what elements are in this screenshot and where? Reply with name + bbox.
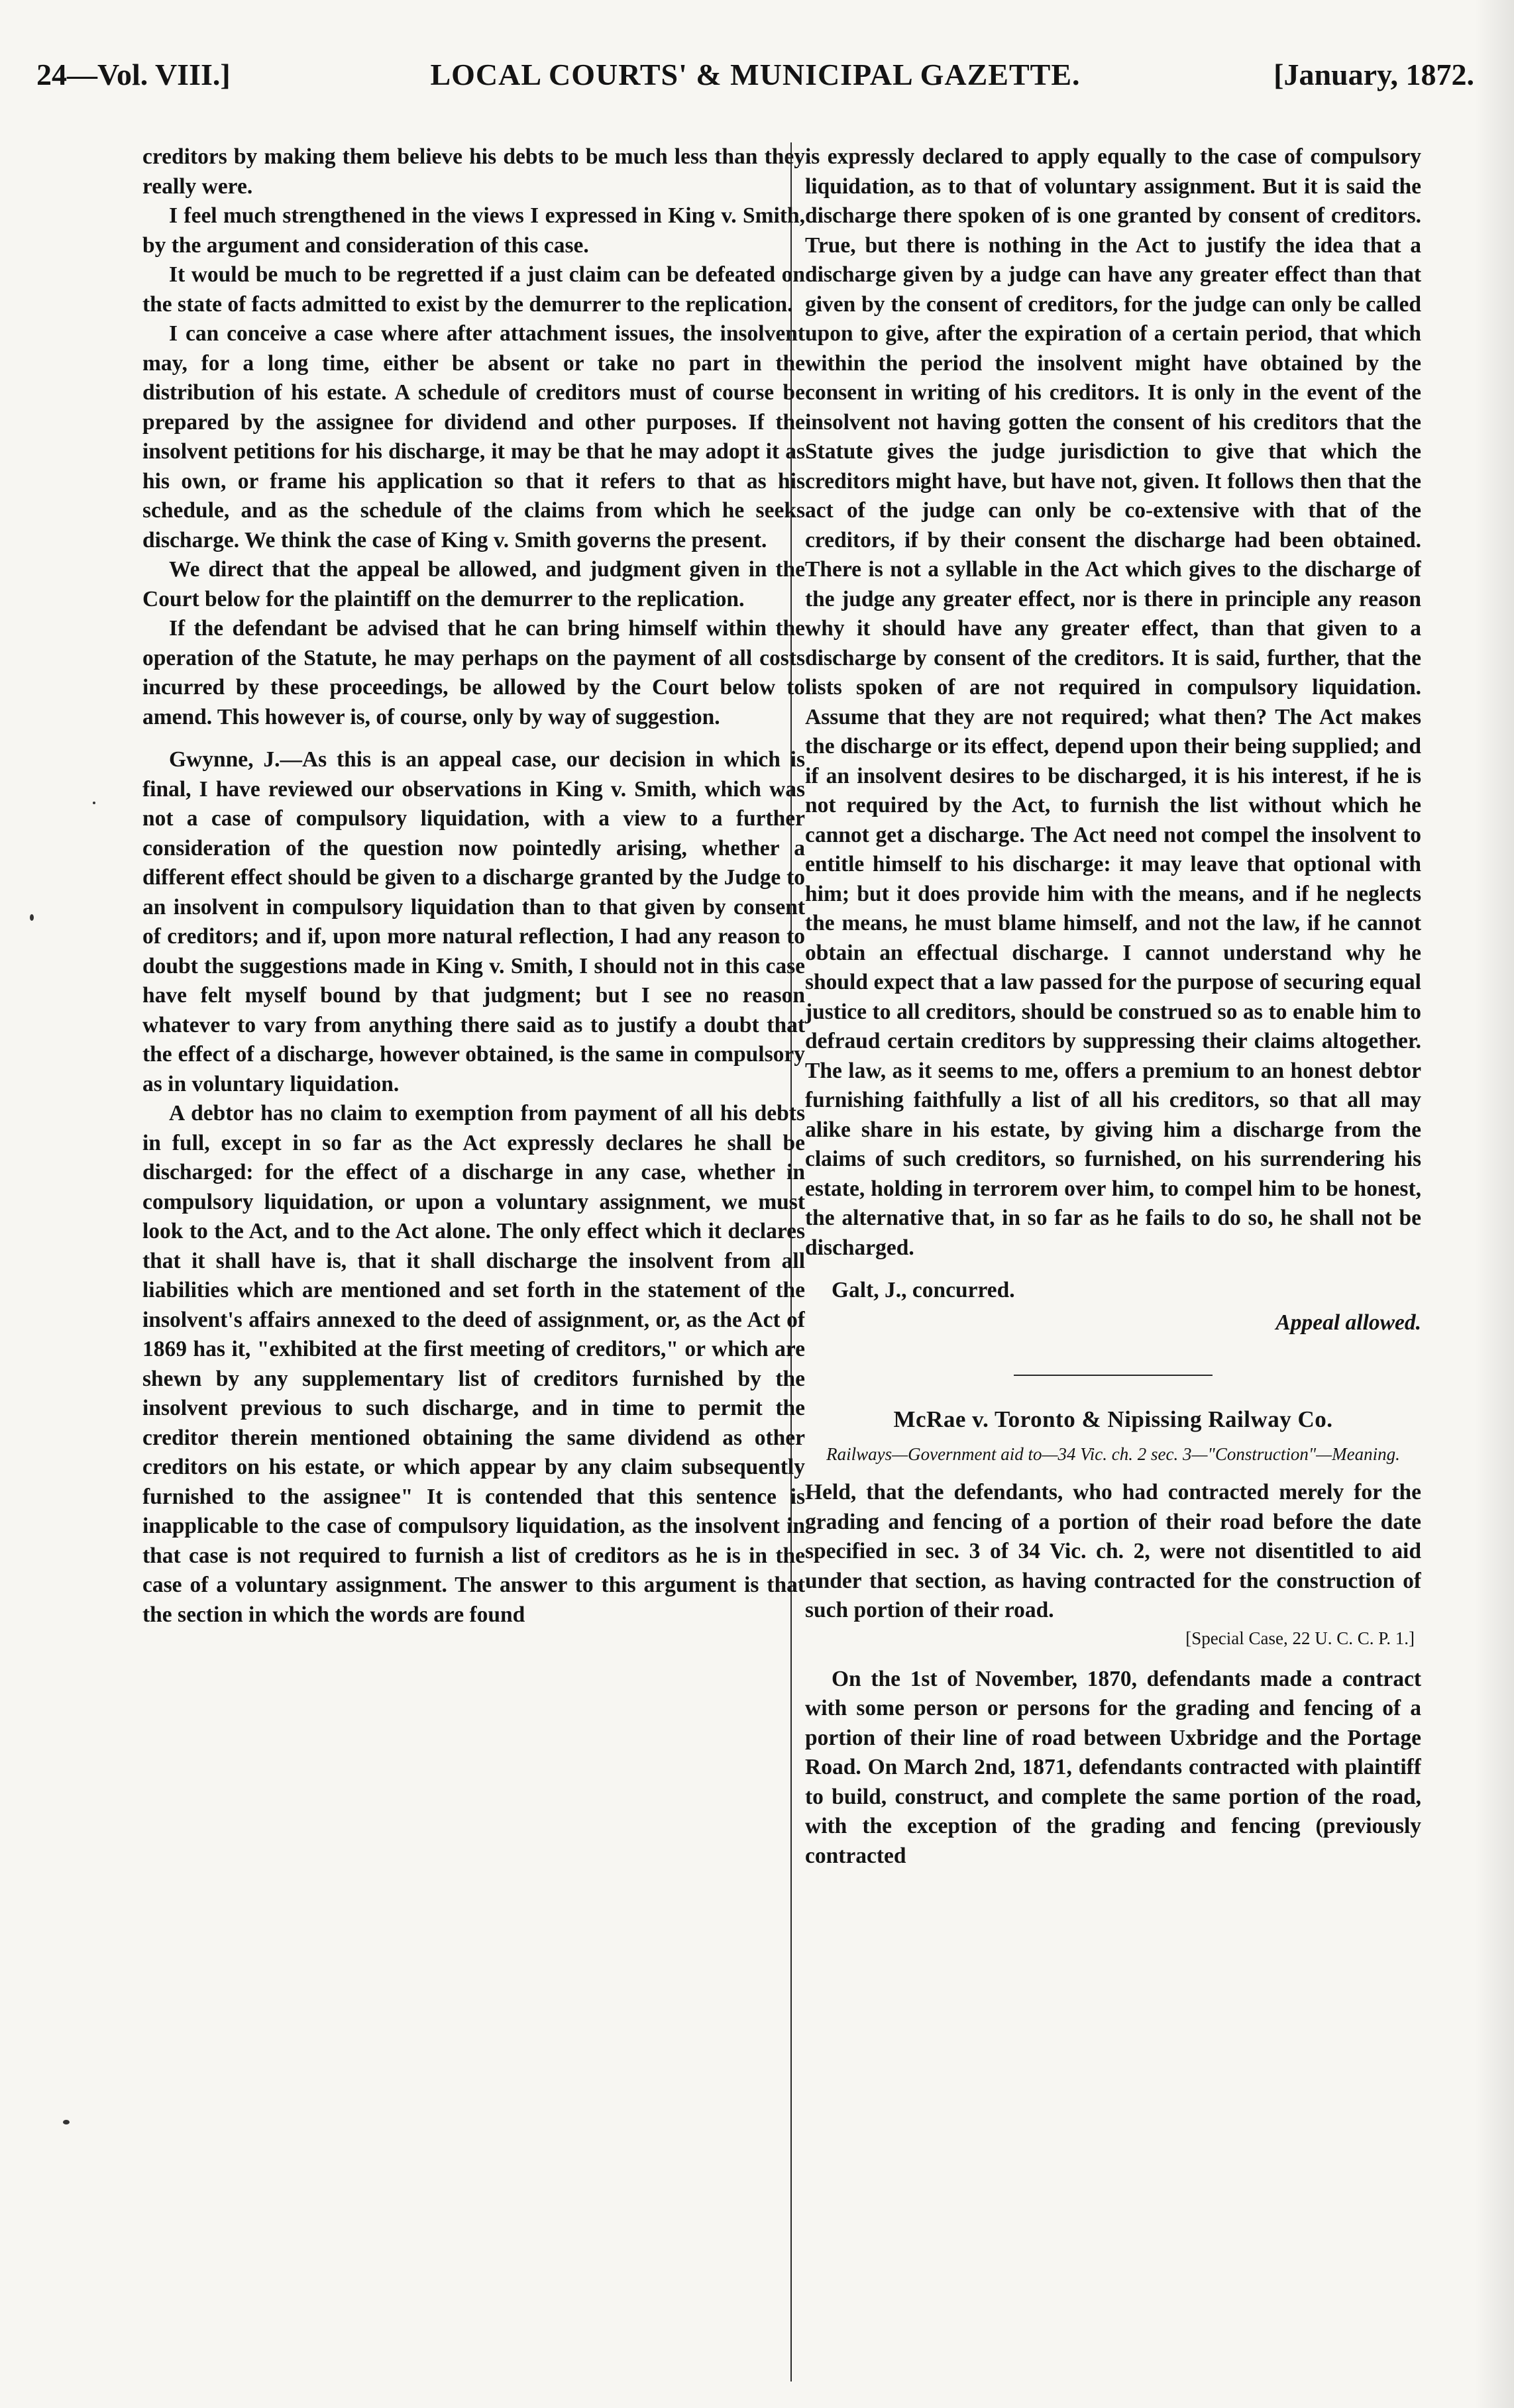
page-folio: 24—Vol. VIII.] — [36, 58, 231, 91]
paragraph: creditors by making them believe his debts to be much less than they really were. — [142, 144, 805, 199]
case-opening-paragraph: On the 1st of November, 1870, defendants made a contract with some person or persons for the grading and fencing of a portion of their line of road between Uxbridge and the Portage Road. On March 2nd, 1871, defendants contracted with plaintiff to build, construct, and complete the same portion of the road, with the exception of the grading and fencing (previously contracted — [805, 1666, 1421, 1868]
paragraph: I feel much strengthened in the views I expressed in King v. Smith, by the argument and consideration of this case. — [142, 203, 805, 258]
paragraph: If the defendant be advised that he can bring himself within the operation of the Statute, he may perhaps on the payment of all costs incurred by these proceedings, be allowed by the Court below to amend. This however is, of course, only by way of suggestion. — [142, 616, 805, 729]
paragraph: I can conceive a case where after attachment issues, the insolvent may, for a long time, either be absent or take no part in the distribution of his estate. A schedule of creditors must of course be prepared by the assignee for dividend and other purposes. If the insolvent petitions for his discharge, it may be that he may adopt it as his own, or frame his application so that it refers to that as his schedule, and as the schedule of the claims from which he seeks discharge. We think the case of King v. Smith governs the present. — [142, 321, 805, 552]
print-speckle — [63, 2120, 70, 2124]
issue-date: [January, 1872. — [1273, 58, 1474, 91]
paragraph: It would be much to be regretted if a just claim can be defeated on the state of facts admitted to exist by the demurrer to the replication. — [142, 262, 805, 317]
section-divider — [1014, 1375, 1213, 1376]
paragraph: is expressly declared to apply equally to the case of compulsory liquidation, as to that of voluntary assignment. But it is said the discharge there spoken of is one granted by consent of creditors. True, but there is nothing in the Act to justify the idea that a discharge given by a judge can have any greater effect than that given by the consent of creditors, for the judge can only be called upon to give, after the expiration of a certain period, that which within the period the insolvent might have obtained by the consent in writing of his creditors. It is only in the event of the insolvent not having gotten the consent of his creditors that the Statute gives the judge jurisdiction to give that which the creditors might have, but have not, given. It follows then that the act of the judge can only be co-extensive with that of the creditors, if by their consent the discharge had been obtained. There is not a syllable in the Act which gives to the discharge of the judge any greater effect, nor is there in principle any reason why it should have any greater effect, than that given to a discharge by consent of the creditors. It is said, further, that the lists spoken of are not required in compulsory liquidation. Assume that they are not required; what then? The Act makes the discharge or its effect, depend upon their being supplied; and if an insolvent desires to be discharged, it is his interest, if he is not required by the Act, to furnish the list without which he cannot get a discharge. The Act need not compel the insolvent to entitle himself to his discharge: it may leave that optional with him; but it does provide him with the means, and if he neglects the means, he must blame himself, and not the law, if he cannot obtain an effectual discharge. I cannot understand why he should expect that a law passed for the purpose of securing equal justice to all creditors, should be construed so as to enable him to defraud certain creditors by suppressing their claims altogether. The law, as it seems to me, offers a premium to an honest debtor furnishing faithfully a list of all his creditors, so that all may alike share in his estate, by giving him a discharge from the claims of such creditors, so furnished, on his surrendering his estate, holding in terrorem over him, to compel him to be honest, the alternative that, in so far as he fails to do so, he shall not be discharged. — [805, 144, 1421, 1260]
headnote-topic: Railways—Government aid to—34 Vic. ch. 2 sec. 3—"Construction"—Meaning. — [826, 1444, 1400, 1464]
case-result: Appeal allowed. — [1275, 1310, 1421, 1335]
print-speckle — [30, 914, 34, 921]
case-citation: [Special Case, 22 U. C. C. P. 1.] — [1185, 1628, 1415, 1648]
journal-title: LOCAL COURTS' & MUNICIPAL GAZETTE. — [430, 58, 1081, 91]
paragraph-gwynne-opinion: Gwynne, J.—As this is an appeal case, our decision in which is final, I have reviewed our observations in King v. Smith, which was not a case of compulsory liquidation, with a view to a further consideration of the question now pointedly arising, whether a different effect should be given to a discharge granted by the Judge to an insolvent in compulsory liquidation than to that given by consent of creditors; and if, upon more natural reflection, I had any reason to doubt the suggestions made in King v. Smith, I should not in this case have felt myself bound by that judgment; but I see no reason whatever to vary from anything there said as to justify a doubt that the effect of a discharge, however obtained, is the same in compulsory as in voluntary liquidation. — [142, 747, 805, 1096]
right-column — [805, 142, 1421, 2395]
paragraph: A debtor has no claim to exemption from payment of all his debts in full, except in so far as the Act expressly declares he shall be discharged: for the effect of a discharge in any case, whether in compulsory liquidation, or upon a voluntary assignment, we must look to the Act, and to the Act alone. The only effect which it declares that it shall have is, that it shall discharge the insolvent from all liabilities which are mentioned and set forth in the statement of the insolvent's affairs annexed to the deed of assignment, or, as the Act of 1869 has it, "exhibited at the first meeting of creditors," or which are shewn by any supplementary list of creditors furnished by the insolvent previous to such discharge, and in time to permit the creditor therein mentioned obtaining the same dividend as other creditors on his estate, or which appear by any claim subsequently furnished to the assignee" It is contended that this sentence is inapplicable to the case of compulsory liquidation, as the insolvent in that case is not required to furnish a list of creditors as he is in the case of a voluntary assignment. The answer to this argument is that the section in which the words are found — [142, 1101, 805, 1627]
print-speckle — [93, 802, 95, 804]
case-title: McRae v. Toronto & Nipissing Railway Co. — [893, 1406, 1333, 1432]
headnote-held: Held, that the defendants, who had contracted merely for the grading and fencing of a portion of their road before the date specified in sec. 3 of 34 Vic. ch. 2, were not disentitled to aid under that section, as having contracted for the construction of such portion of their road. — [805, 1480, 1421, 1622]
paragraph: We direct that the appeal be allowed, and judgment given in the Court below for the plaintiff on the demurrer to the replication. — [142, 557, 805, 611]
concurrence-note: Galt, J., concurred. — [832, 1278, 1015, 1302]
left-column — [142, 142, 805, 2395]
page-edge-shadow — [1474, 0, 1514, 2408]
running-head — [36, 52, 1474, 98]
